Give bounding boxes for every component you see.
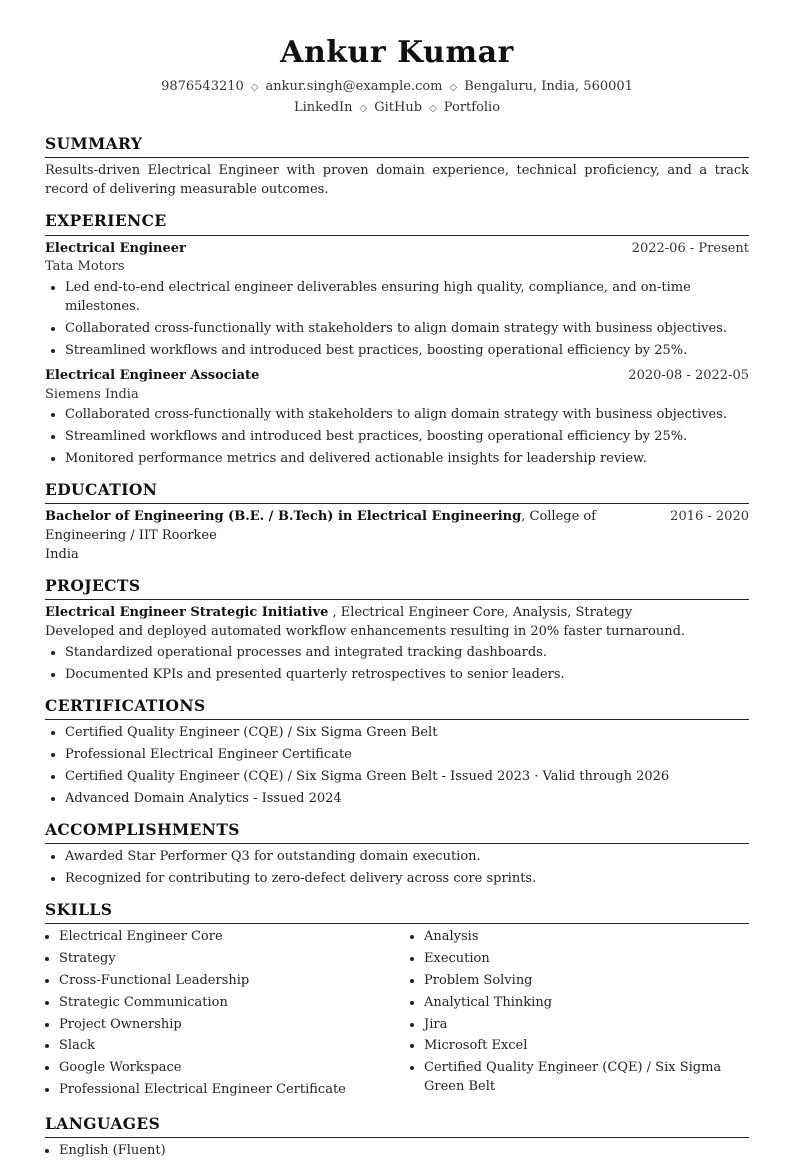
skills-section (45, 899, 749, 1103)
degree-name: Bachelor of Engineering (B.E. / B.Tech) in Electrical Engineering (45, 509, 522, 525)
skill-item: • Execution (424, 950, 749, 969)
skill-item: • Problem Solving (424, 972, 749, 991)
skill-item: • Cross-Functional Leadership (59, 972, 410, 991)
links-line (45, 98, 749, 119)
skill-item: • Microsoft Excel (424, 1037, 749, 1056)
job-dates: 2022-06 - Present (631, 240, 749, 256)
skill-item: • Analysis (424, 928, 749, 947)
bullet-item: • Monitored performance metrics and delivered actionable insights for leadership review. (65, 450, 749, 469)
section-title-summary: SUMMARY (45, 133, 749, 158)
certification-item: • Professional Electrical Engineer Certificate (65, 746, 749, 765)
separator-icon: ◇ (359, 103, 368, 114)
job-title: Electrical Engineer Associate (45, 367, 260, 383)
skills-grid (45, 928, 749, 1103)
bullet-item: • Streamlined workflows and introduced best practices, boosting operational efficiency by 25%. (65, 342, 749, 361)
skills-column-right (410, 928, 749, 1103)
job-bullets (45, 279, 749, 360)
bullet-item: • Led end-to-end electrical engineer deliverables ensuring high quality, compliance, and on-time milestones. (65, 279, 749, 317)
skill-item: • Certified Quality Engineer (CQE) / Six Sigma Green Belt (424, 1059, 749, 1097)
education-country: India (45, 547, 79, 563)
project-bullets (45, 644, 749, 685)
bullet-item: • Collaborated cross-functionally with stakeholders to align domain strategy with business objectives. (65, 406, 749, 425)
bullet-item: • Standardized operational processes and integrated tracking dashboards. (65, 644, 749, 663)
candidate-name: Ankur Kumar (280, 35, 514, 70)
skill-item: • Strategic Communication (59, 994, 410, 1013)
job-title: Electrical Engineer (45, 240, 186, 256)
education-section (45, 479, 749, 565)
education-dates: 2016 - 2020 (670, 509, 749, 525)
language-item: • English (Fluent) (59, 1142, 749, 1161)
skill-item: • Professional Electrical Engineer Certificate (59, 1081, 410, 1100)
section-title-certifications: CERTIFICATIONS (45, 695, 749, 720)
experience-entry (45, 240, 749, 361)
email-address[interactable]: ankur.singh@example.com (265, 79, 443, 94)
institution-name: , College of Engineering / IIT Roorkee (45, 509, 597, 544)
certification-item: • Certified Quality Engineer (CQE) / Six Sigma Green Belt - Issued 2023 · Valid through 2026 (65, 768, 749, 787)
location: Bengaluru, India, 560001 (464, 79, 633, 94)
github-link[interactable]: GitHub (374, 100, 423, 115)
accomplishment-item: • Awarded Star Performer Q3 for outstanding domain execution. (65, 848, 749, 867)
skill-item: • Electrical Engineer Core (59, 928, 410, 947)
section-title-languages: LANGUAGES (45, 1113, 749, 1138)
bullet-item: • Streamlined workflows and introduced best practices, boosting operational efficiency by 25%. (65, 428, 749, 447)
bullet-item: • Collaborated cross-functionally with stakeholders to align domain strategy with business objectives. (65, 320, 749, 339)
company-name: Siemens India (45, 386, 139, 402)
project-entry (45, 604, 749, 684)
portfolio-link[interactable]: Portfolio (443, 100, 501, 115)
summary-text: Results-driven Electrical Engineer with proven domain experience, technical proficiency, and a track record of delivering measurable outcomes. (45, 163, 749, 198)
section-title-projects: PROJECTS (45, 575, 749, 600)
project-tags: , Electrical Engineer Core, Analysis, Strategy (328, 605, 633, 621)
skill-item: • Google Workspace (59, 1059, 410, 1078)
education-entry (45, 508, 749, 565)
experience-entry (45, 367, 749, 469)
accomplishments-section (45, 819, 749, 889)
contact-line (45, 77, 749, 98)
bullet-item: • Documented KPIs and presented quarterly retrospectives to senior leaders. (65, 666, 749, 685)
accomplishment-item: • Recognized for contributing to zero-defect delivery across core sprints. (65, 870, 749, 889)
skill-item: • Jira (424, 1016, 749, 1035)
section-title-skills: SKILLS (45, 899, 749, 924)
job-bullets (45, 406, 749, 469)
project-description: Developed and deployed automated workflow enhancements resulting in 20% faster turnaround. (45, 624, 686, 640)
certifications-section (45, 695, 749, 809)
separator-icon: ◇ (250, 82, 259, 93)
section-title-accomplishments: ACCOMPLISHMENTS (45, 819, 749, 844)
experience-section (45, 210, 749, 469)
languages-section (45, 1113, 749, 1161)
skill-item: • Slack (59, 1037, 410, 1056)
skill-item: • Analytical Thinking (424, 994, 749, 1013)
certification-list (45, 724, 749, 808)
separator-icon: ◇ (449, 82, 458, 93)
linkedin-link[interactable]: LinkedIn (293, 100, 353, 115)
section-title-experience: EXPERIENCE (45, 210, 749, 235)
language-list (45, 1142, 749, 1161)
separator-icon: ◇ (429, 103, 437, 114)
projects-section (45, 575, 749, 685)
phone-number: 9876543210 (161, 79, 244, 94)
skills-column-left (45, 928, 410, 1103)
accomplishment-list (45, 848, 749, 889)
project-title: Electrical Engineer Strategic Initiative (45, 605, 329, 621)
resume-header (45, 0, 749, 119)
skill-item: • Project Ownership (59, 1016, 410, 1035)
certification-item: • Advanced Domain Analytics - Issued 2024 (65, 790, 749, 809)
certification-item: • Certified Quality Engineer (CQE) / Six Sigma Green Belt (65, 724, 749, 743)
section-title-education: EDUCATION (45, 479, 749, 504)
job-dates: 2020-08 - 2022-05 (628, 367, 749, 383)
skill-item: • Strategy (59, 950, 410, 969)
summary-section (45, 133, 749, 200)
company-name: Tata Motors (45, 259, 125, 275)
